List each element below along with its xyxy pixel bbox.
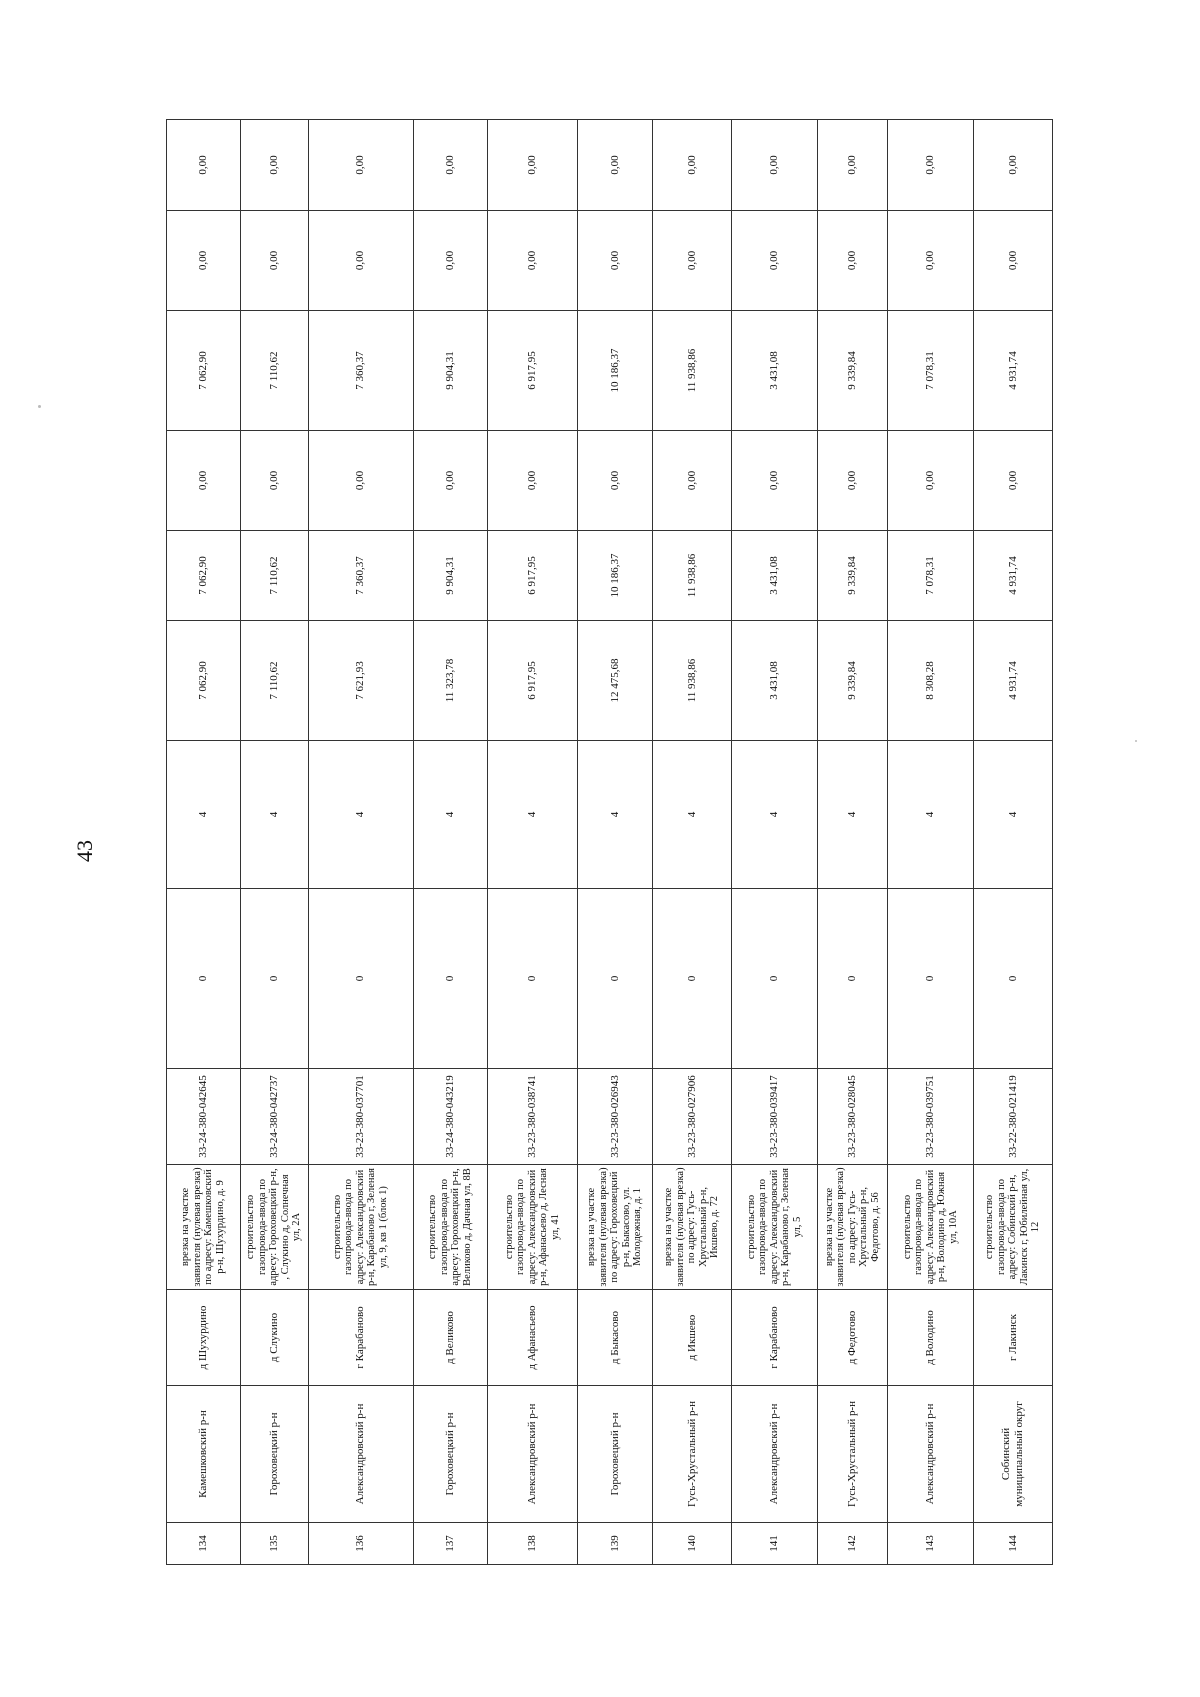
cost-cell: 6 917,95 bbox=[487, 531, 578, 621]
cost-cell: 0,00 bbox=[240, 431, 308, 531]
count-cell: 4 bbox=[578, 741, 653, 889]
row-number: 137 bbox=[413, 1523, 487, 1565]
count-cell: 4 bbox=[308, 741, 413, 889]
cost-cell: 0,00 bbox=[413, 211, 487, 311]
cost-cell: 7 062,90 bbox=[167, 311, 241, 431]
row-number: 136 bbox=[308, 1523, 413, 1565]
scan-speck bbox=[1135, 740, 1137, 742]
value-cell: 0 bbox=[653, 889, 732, 1069]
locality-cell: г Карабаново bbox=[308, 1290, 413, 1386]
count-cell: 4 bbox=[817, 741, 888, 889]
cost-cell: 0,00 bbox=[973, 120, 1052, 211]
cost-cell: 0,00 bbox=[817, 211, 888, 311]
row-number: 138 bbox=[487, 1523, 578, 1565]
locality-cell: д Федотово bbox=[817, 1290, 888, 1386]
cost-cell: 11 938,86 bbox=[653, 311, 732, 431]
value-cell: 0 bbox=[973, 889, 1052, 1069]
cost-cell: 0,00 bbox=[240, 211, 308, 311]
cadastre-cell: 33-24-380-042737 bbox=[240, 1069, 308, 1165]
cost-cell: 0,00 bbox=[308, 431, 413, 531]
district-cell: Александровский р-н bbox=[888, 1386, 973, 1523]
cadastre-cell: 33-22-380-021419 bbox=[973, 1069, 1052, 1165]
cost-cell: 4 931,74 bbox=[973, 531, 1052, 621]
district-cell: Собинский муниципальный округ bbox=[973, 1386, 1052, 1523]
value-cell: 0 bbox=[240, 889, 308, 1069]
locality-cell: д Шухурдино bbox=[167, 1290, 241, 1386]
count-cell: 4 bbox=[240, 741, 308, 889]
cadastre-cell: 33-23-380-038741 bbox=[487, 1069, 578, 1165]
cadastre-cell: 33-23-380-039751 bbox=[888, 1069, 973, 1165]
cost-cell: 0,00 bbox=[240, 120, 308, 211]
locality-cell: д Слукино bbox=[240, 1290, 308, 1386]
locality-cell: д Володино bbox=[888, 1290, 973, 1386]
cost-cell: 0,00 bbox=[888, 431, 973, 531]
cost-cell: 0,00 bbox=[653, 120, 732, 211]
value-cell: 0 bbox=[578, 889, 653, 1069]
cost-cell: 8 308,28 bbox=[888, 621, 973, 741]
cost-cell: 4 931,74 bbox=[973, 311, 1052, 431]
cost-cell: 7 078,31 bbox=[888, 531, 973, 621]
row-number: 139 bbox=[578, 1523, 653, 1565]
cost-cell: 0,00 bbox=[578, 431, 653, 531]
locality-cell: г Лакинск bbox=[973, 1290, 1052, 1386]
count-cell: 4 bbox=[732, 741, 817, 889]
table-body bbox=[167, 120, 1053, 1565]
table-row bbox=[413, 120, 487, 1565]
page-number: 43 bbox=[72, 840, 97, 862]
table-row bbox=[308, 120, 413, 1565]
row-number: 140 bbox=[653, 1523, 732, 1565]
row-number: 144 bbox=[973, 1523, 1052, 1565]
cost-cell: 0,00 bbox=[732, 431, 817, 531]
cost-cell: 0,00 bbox=[578, 211, 653, 311]
cost-cell: 9 339,84 bbox=[817, 311, 888, 431]
cost-cell: 0,00 bbox=[653, 211, 732, 311]
table-row bbox=[487, 120, 578, 1565]
cost-cell: 0,00 bbox=[888, 211, 973, 311]
cost-cell: 0,00 bbox=[732, 120, 817, 211]
cost-cell: 9 339,84 bbox=[817, 531, 888, 621]
count-cell: 4 bbox=[487, 741, 578, 889]
data-table bbox=[166, 119, 1053, 1565]
description-cell: строительство газопровода-ввода по адресу: Александровский р-н, Афанасьево д, Лесная ул, 41 bbox=[487, 1165, 578, 1290]
cost-cell: 0,00 bbox=[817, 431, 888, 531]
table-row bbox=[973, 120, 1052, 1565]
value-cell: 0 bbox=[167, 889, 241, 1069]
cost-cell: 0,00 bbox=[487, 431, 578, 531]
district-cell: Гороховецкий р-н bbox=[240, 1386, 308, 1523]
cost-cell: 7 621,93 bbox=[308, 621, 413, 741]
cost-cell: 11 323,78 bbox=[413, 621, 487, 741]
value-cell: 0 bbox=[308, 889, 413, 1069]
locality-cell: г Карабаново bbox=[732, 1290, 817, 1386]
cost-cell: 7 078,31 bbox=[888, 311, 973, 431]
cadastre-cell: 33-23-380-027906 bbox=[653, 1069, 732, 1165]
district-cell: Камешковский р-н bbox=[167, 1386, 241, 1523]
description-cell: строительство газопровода-ввода по адресу: Гороховецкий р-н, , Слукино д, Солнечная ул, 2А bbox=[240, 1165, 308, 1290]
district-cell: Александровский р-н bbox=[308, 1386, 413, 1523]
cost-cell: 3 431,08 bbox=[732, 311, 817, 431]
cost-cell: 0,00 bbox=[413, 431, 487, 531]
row-number: 135 bbox=[240, 1523, 308, 1565]
description-cell: строительство газопровода-ввода по адресу: Александровский р-н, Карабаново г, Зеленая ул, 5 bbox=[732, 1165, 817, 1290]
scan-speck bbox=[38, 405, 41, 408]
cost-cell: 11 938,86 bbox=[653, 621, 732, 741]
cost-cell: 0,00 bbox=[308, 120, 413, 211]
cost-cell: 7 062,90 bbox=[167, 621, 241, 741]
cost-cell: 0,00 bbox=[732, 211, 817, 311]
description-cell: врезка на участке заявителя (нулевая врезка) по адресу: Гусь-Хрустальный р-н, Икшево, д. 72 bbox=[653, 1165, 732, 1290]
cost-cell: 0,00 bbox=[973, 431, 1052, 531]
count-cell: 4 bbox=[413, 741, 487, 889]
count-cell: 4 bbox=[167, 741, 241, 889]
cost-cell: 9 904,31 bbox=[413, 531, 487, 621]
row-number: 134 bbox=[167, 1523, 241, 1565]
value-cell: 0 bbox=[413, 889, 487, 1069]
district-cell: Александровский р-н bbox=[487, 1386, 578, 1523]
cost-cell: 7 360,37 bbox=[308, 311, 413, 431]
cost-cell: 9 904,31 bbox=[413, 311, 487, 431]
count-cell: 4 bbox=[973, 741, 1052, 889]
description-cell: строительство газопровода-ввода по адресу: Гороховецкий р-н, Великово д, Дачная ул, 8В bbox=[413, 1165, 487, 1290]
cost-cell: 0,00 bbox=[167, 431, 241, 531]
table-row bbox=[578, 120, 653, 1565]
description-cell: строительство газопровода-ввода по адресу: Александровский р-н, Карабаново г, Зеленая ул, 9, кв 1 (блок 1) bbox=[308, 1165, 413, 1290]
cost-cell: 0,00 bbox=[888, 120, 973, 211]
cost-cell: 0,00 bbox=[817, 120, 888, 211]
description-cell: врезка на участке заявителя (нулевая врезка) по адресу: Гусь-Хрустальный р-н, Федотово, д. 56 bbox=[817, 1165, 888, 1290]
description-cell: врезка на участке заявителя (нулевая врезка) по адресу: Гороховецкий р-н, Быкасово, ул. Молодежная, д. 1 bbox=[578, 1165, 653, 1290]
cost-cell: 0,00 bbox=[973, 211, 1052, 311]
cost-cell: 3 431,08 bbox=[732, 531, 817, 621]
cost-cell: 7 110,62 bbox=[240, 531, 308, 621]
cost-cell: 0,00 bbox=[578, 120, 653, 211]
cost-cell: 7 360,37 bbox=[308, 531, 413, 621]
cost-cell: 10 186,37 bbox=[578, 311, 653, 431]
table-row bbox=[817, 120, 888, 1565]
cost-cell: 6 917,95 bbox=[487, 621, 578, 741]
count-cell: 4 bbox=[888, 741, 973, 889]
cadastre-cell: 33-23-380-039417 bbox=[732, 1069, 817, 1165]
table-row bbox=[653, 120, 732, 1565]
row-number: 142 bbox=[817, 1523, 888, 1565]
cadastre-cell: 33-23-380-028045 bbox=[817, 1069, 888, 1165]
cost-cell: 0,00 bbox=[653, 431, 732, 531]
cost-cell: 10 186,37 bbox=[578, 531, 653, 621]
locality-cell: д Быкасово bbox=[578, 1290, 653, 1386]
count-cell: 4 bbox=[653, 741, 732, 889]
value-cell: 0 bbox=[888, 889, 973, 1069]
description-cell: врезка на участке заявителя (нулевая врезка) по адресу: Камешковский р-н, Шухурдино, д. 9 bbox=[167, 1165, 241, 1290]
locality-cell: д Великово bbox=[413, 1290, 487, 1386]
table-row bbox=[167, 120, 241, 1565]
cadastre-cell: 33-23-380-026943 bbox=[578, 1069, 653, 1165]
cost-cell: 0,00 bbox=[167, 120, 241, 211]
cost-cell: 7 062,90 bbox=[167, 531, 241, 621]
cost-cell: 0,00 bbox=[308, 211, 413, 311]
cost-cell: 3 431,08 bbox=[732, 621, 817, 741]
district-cell: Гороховецкий р-н bbox=[413, 1386, 487, 1523]
district-cell: Гусь-Хрустальный р-н bbox=[817, 1386, 888, 1523]
value-cell: 0 bbox=[817, 889, 888, 1069]
cost-cell: 12 475,68 bbox=[578, 621, 653, 741]
cadastre-cell: 33-24-380-043219 bbox=[413, 1069, 487, 1165]
cost-cell: 11 938,86 bbox=[653, 531, 732, 621]
locality-cell: д Афанасьево bbox=[487, 1290, 578, 1386]
value-cell: 0 bbox=[732, 889, 817, 1069]
table-row bbox=[732, 120, 817, 1565]
description-cell: строительство газопровода-ввода по адресу: Собинский р-н, Лакинск г, Юбилейная ул, 12 bbox=[973, 1165, 1052, 1290]
cost-cell: 6 917,95 bbox=[487, 311, 578, 431]
table-row bbox=[240, 120, 308, 1565]
cost-cell: 0,00 bbox=[167, 211, 241, 311]
cost-cell: 0,00 bbox=[487, 120, 578, 211]
cost-cell: 0,00 bbox=[487, 211, 578, 311]
district-cell: Гороховецкий р-н bbox=[578, 1386, 653, 1523]
row-number: 141 bbox=[732, 1523, 817, 1565]
district-cell: Александровский р-н bbox=[732, 1386, 817, 1523]
cost-cell: 4 931,74 bbox=[973, 621, 1052, 741]
district-cell: Гусь-Хрустальный р-н bbox=[653, 1386, 732, 1523]
cadastre-cell: 33-24-380-042645 bbox=[167, 1069, 241, 1165]
cost-cell: 7 110,62 bbox=[240, 621, 308, 741]
table-row bbox=[888, 120, 973, 1565]
cost-cell: 0,00 bbox=[413, 120, 487, 211]
cost-cell: 9 339,84 bbox=[817, 621, 888, 741]
description-cell: строительство газопровода-ввода по адресу: Александровский р-н, Володино д, Южная ул, 10А bbox=[888, 1165, 973, 1290]
value-cell: 0 bbox=[487, 889, 578, 1069]
cadastre-cell: 33-23-380-037701 bbox=[308, 1069, 413, 1165]
locality-cell: д Икшево bbox=[653, 1290, 732, 1386]
row-number: 143 bbox=[888, 1523, 973, 1565]
cost-cell: 7 110,62 bbox=[240, 311, 308, 431]
